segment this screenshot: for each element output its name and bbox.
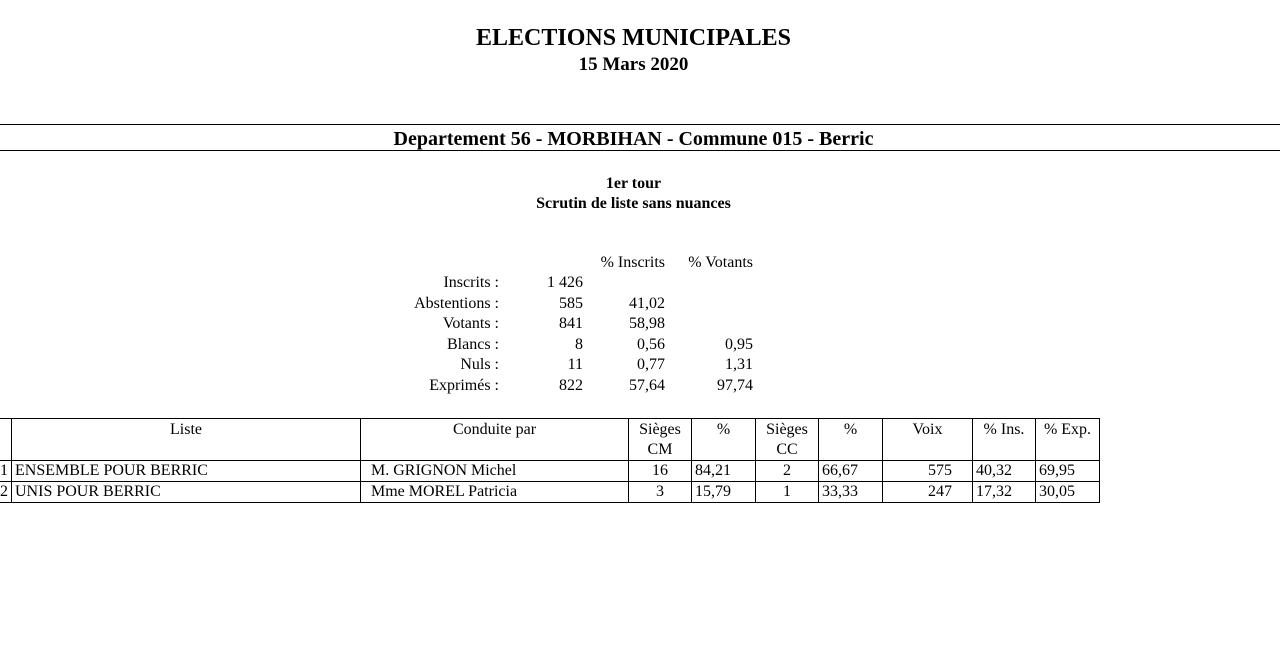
header-conduite: Conduite par <box>361 419 629 461</box>
department-title: Departement 56 - MORBIHAN - Commune 015 - Berric <box>393 128 874 150</box>
results-table <box>0 418 1100 503</box>
cell-pct-cm: 84,21 <box>692 461 756 482</box>
summary-value: 8 <box>575 336 583 353</box>
header-sieges-cm-line1: Sièges <box>639 421 681 438</box>
cell-voix: 575 <box>883 461 973 482</box>
summary-label: Abstentions : <box>414 295 499 312</box>
summary-value: 1 426 <box>547 274 583 291</box>
summary-label: Inscrits : <box>443 274 499 291</box>
cell-liste: ENSEMBLE POUR BERRIC <box>12 461 361 482</box>
cell-pct-ins: 40,32 <box>973 461 1036 482</box>
round-title: 1er tour <box>605 175 662 192</box>
header-num-line2 <box>0 440 8 460</box>
scrutin-type: Scrutin de liste sans nuances <box>536 195 731 212</box>
divider-top <box>0 124 1280 125</box>
summary-pct-votants: 97,74 <box>717 377 753 394</box>
summary-pct-inscrits: 0,56 <box>637 336 665 353</box>
header-sieges-cc <box>756 419 819 461</box>
summary-value: 585 <box>559 295 583 312</box>
cell-sieges-cm: 3 <box>629 482 692 503</box>
cell-pct-ins: 17,32 <box>973 482 1036 503</box>
header-sieges-cm <box>629 419 692 461</box>
cell-pct-cc: 66,67 <box>819 461 883 482</box>
header-num-line1 <box>0 420 8 440</box>
summary-pct-inscrits: 57,64 <box>629 377 665 394</box>
summary-header-pct-inscrits: % Inscrits <box>600 254 665 271</box>
header-sieges-cm-line2: CM <box>647 441 673 458</box>
summary-label: Nuls : <box>460 356 499 373</box>
election-date: 15 Mars 2020 <box>578 54 689 75</box>
cell-num: 2 <box>0 482 12 503</box>
table-row <box>0 461 1100 482</box>
header-pct-cc: % <box>819 419 883 461</box>
header-num <box>0 419 12 461</box>
cell-conduite: M. GRIGNON Michel <box>361 461 629 482</box>
summary-label: Votants : <box>442 315 499 332</box>
cell-pct-cc: 33,33 <box>819 482 883 503</box>
summary-value: 841 <box>559 315 583 332</box>
summary-label: Blancs : <box>447 336 499 353</box>
summary-pct-votants: 1,31 <box>725 356 753 373</box>
cell-sieges-cc: 2 <box>756 461 819 482</box>
cell-voix: 247 <box>883 482 973 503</box>
cell-pct-cm: 15,79 <box>692 482 756 503</box>
cell-num: 1 <box>0 461 12 482</box>
header-pct-cm: % <box>692 419 756 461</box>
summary-header-pct-votants: % Votants <box>688 254 753 271</box>
header-voix: Voix <box>883 419 973 461</box>
cell-pct-exp: 30,05 <box>1036 482 1100 503</box>
summary-label: Exprimés : <box>429 377 499 394</box>
header-liste: Liste <box>12 419 361 461</box>
page-title: ELECTIONS MUNICIPALES <box>476 25 791 51</box>
cell-conduite: Mme MOREL Patricia <box>361 482 629 503</box>
cell-liste: UNIS POUR BERRIC <box>12 482 361 503</box>
summary-pct-inscrits: 58,98 <box>629 315 665 332</box>
summary-pct-inscrits: 0,77 <box>637 356 665 373</box>
header-pct-exp: % Exp. <box>1036 419 1100 461</box>
cell-sieges-cc: 1 <box>756 482 819 503</box>
header-sieges-cc-line1: Sièges <box>766 421 808 438</box>
summary-pct-votants: 0,95 <box>725 336 753 353</box>
summary-value: 11 <box>567 356 583 373</box>
summary-pct-inscrits: 41,02 <box>629 295 665 312</box>
table-row <box>0 482 1100 503</box>
header-sieges-cc-line2: CC <box>776 441 798 458</box>
header-pct-ins: % Ins. <box>973 419 1036 461</box>
cell-pct-exp: 69,95 <box>1036 461 1100 482</box>
divider-bottom <box>0 150 1280 151</box>
table-header-row <box>0 419 1100 461</box>
cell-sieges-cm: 16 <box>629 461 692 482</box>
summary-value: 822 <box>559 377 583 394</box>
